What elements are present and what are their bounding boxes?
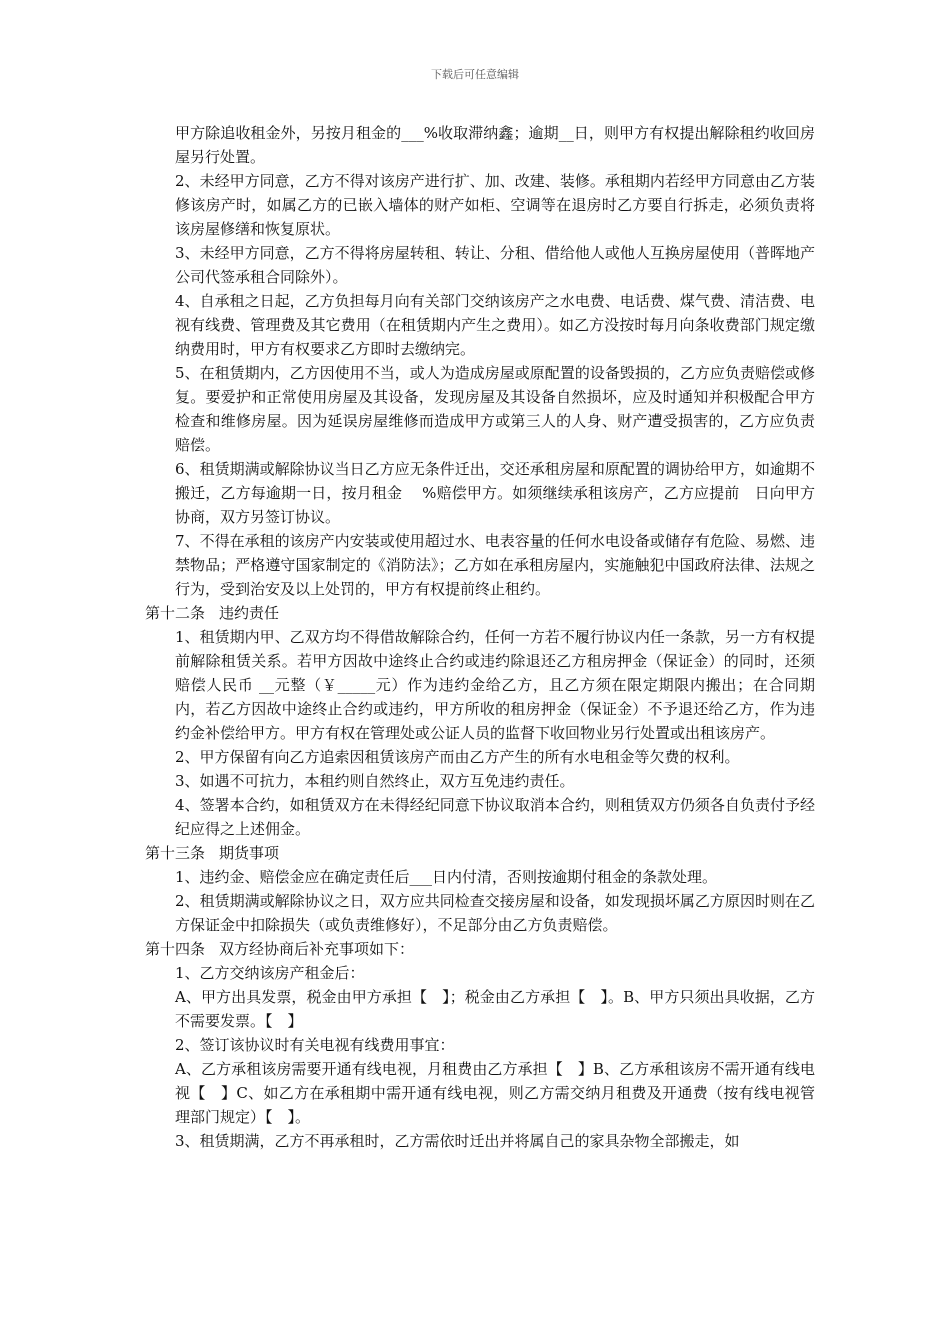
- paragraph: 5、在租赁期内，乙方因使用不当，或人为造成房屋或原配置的设备毁损的，乙方应负责赔偿或修复。要爱护和正常使用房屋及其设备，发现房屋及其设备自然损坏，应及时通知并积极配合甲方检查和维修房屋。因为延误房屋维修而造成甲方或第三人的人身、财产遭受损害的，乙方应负责赔偿。: [175, 364, 815, 454]
- paragraph: A、甲方出具发票，税金由甲方承担【 】；税金由乙方承担【 】。B、甲方只须出具收据，乙方不需要发票。【 】: [175, 988, 815, 1030]
- article-heading: [145, 841, 815, 865]
- paragraph: 甲方除追收租金外，另按月租金的___%收取滞纳鑫；逾期__日，则甲方有权提出解除租约收回房屋另行处置。: [175, 124, 815, 166]
- article-heading: [145, 601, 815, 625]
- article-title: 违约责任: [219, 604, 280, 622]
- paragraph: 3、如遇不可抗力，本租约则自然终止，双方互免违约责任。: [175, 772, 575, 790]
- paragraph: 6、租赁期满或解除协议当日乙方应无条件迁出，交还承租房屋和原配置的调协给甲方，如逾期不搬迁，乙方每逾期一日，按月租金 %赔偿甲方。如须继续承租该房产，乙方应提前 日向甲方协商，双方另签订协议。: [175, 460, 815, 526]
- article-number: 第十四条: [145, 940, 206, 958]
- article-number: 第十二条: [145, 604, 206, 622]
- paragraph: 2、甲方保留有向乙方追索因租赁该房产而由乙方产生的所有水电租金等欠费的权利。: [175, 748, 740, 766]
- paragraph: 3、未经甲方同意，乙方不得将房屋转租、转让、分租、借给他人或他人互换房屋使用（普晖地产公司代签承租合同除外）。: [175, 244, 815, 286]
- paragraph: 4、签署本合约，如租赁双方在未得经纪同意下协议取消本合约，则租赁双方仍须各自负责付予经纪应得之上述佣金。: [175, 796, 815, 838]
- paragraph: 3、租赁期满，乙方不再承租时，乙方需依时迁出并将属自己的家具杂物全部搬走，如: [175, 1132, 740, 1150]
- document-body: [145, 121, 815, 1153]
- article-title: 期货事项: [219, 844, 280, 862]
- article-heading: [145, 937, 815, 961]
- article-title: 双方经协商后补充事项如下：: [219, 940, 415, 958]
- paragraph: 2、租赁期满或解除协议之日，双方应共同检查交接房屋和设备，如发现损坏属乙方原因时则在乙方保证金中扣除损失（或负责维修好），不足部分由乙方负责赔偿。: [175, 892, 815, 934]
- paragraph: 1、违约金、赔偿金应在确定责任后___日内付清，否则按逾期付租金的条款处理。: [175, 868, 718, 886]
- paragraph: 1、租赁期内甲、乙双方均不得借故解除合约，任何一方若不履行协议内任一条款，另一方有权提前解除租赁关系。若甲方因故中途终止合约或违约除退还乙方租房押金（保证金）的同时，还须赔偿人民币 __元整（￥_____元）作为违约金给乙方，且乙方须在限定期限内搬出；在合同期内，若乙方因故中途终止合约或违约，甲方所收的租房押金（保证金）不予退还给乙方，作为违约金补偿给甲方。甲方有权在管理处或公证人员的监督下收回物业另行处置或出租该房产。: [175, 628, 815, 742]
- paragraph: 1、乙方交纳该房产租金后：: [175, 964, 365, 982]
- paragraph: 2、签订该协议时有关电视有线费用事宜：: [175, 1036, 455, 1054]
- paragraph: 4、自承租之日起，乙方负担每月向有关部门交纳该房产之水电费、电话费、煤气费、清洁费、电视有线费、管理费及其它费用（在租赁期内产生之费用）。如乙方没按时每月向条收费部门规定缴纳费用时，甲方有权要求乙方即时去缴纳完。: [175, 292, 815, 358]
- paragraph: 2、未经甲方同意，乙方不得对该房产进行扩、加、改建、装修。承租期内若经甲方同意由乙方装修该房产时，如属乙方的已嵌入墙体的财产如柜、空调等在退房时乙方要自行拆走，必须负责将该房屋修缮和恢复原状。: [175, 172, 815, 238]
- article-number: 第十三条: [145, 844, 206, 862]
- page-header: 下载后可任意编辑: [431, 68, 519, 81]
- paragraph: 7、不得在承租的该房产内安装或使用超过水、电表容量的任何水电设备或储存有危险、易燃、违禁物品；严格遵守国家制定的《消防法》；乙方如在承租房屋内，实施触犯中国政府法律、法规之行为，受到治安及以上处罚的，甲方有权提前终止租约。: [175, 532, 815, 598]
- paragraph: A、乙方承租该房需要开通有线电视，月租费由乙方承担【 】B、乙方承租该房不需开通有线电视【 】C、如乙方在承租期中需开通有线电视，则乙方需交纳月租费及开通费（按有线电视管理部门规定）【 】。: [175, 1060, 815, 1126]
